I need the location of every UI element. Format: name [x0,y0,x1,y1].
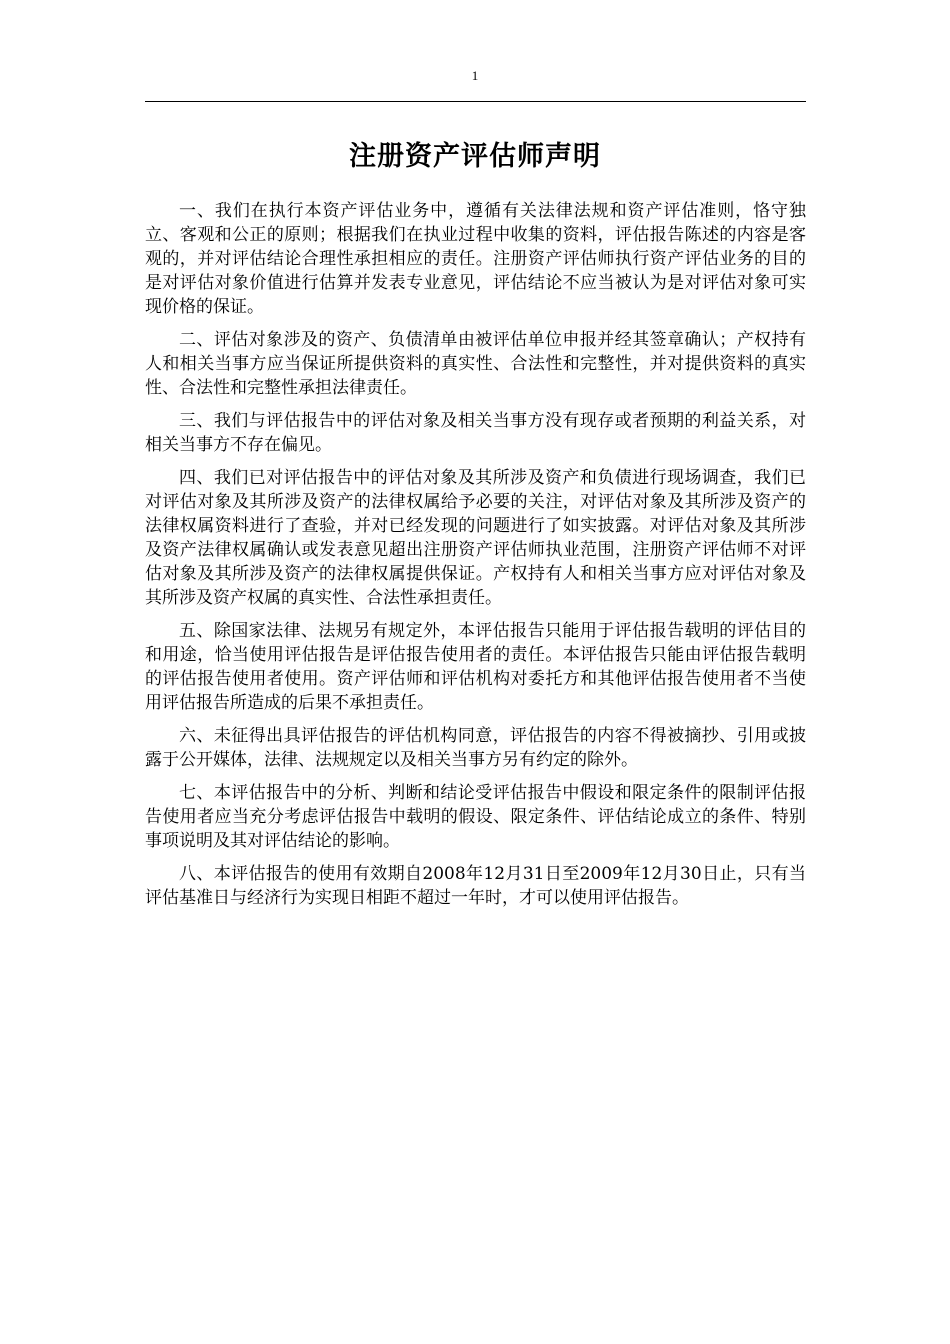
declaration-paragraph-4: 四、我们已对评估报告中的评估对象及其所涉及资产和负债进行现场调查，我们已对评估对象及其所涉及资产的法律权属给予必要的关注，对评估对象及其所涉及资产的法律权属资料进行了查验，并对已经发现的问题进行了如实披露。对评估对象及其所涉及资产法律权属确认或发表意见超出注册资产评估师执业范围，注册资产评估师不对评估对象及其所涉及资产的法律权属提供保证。产权持有人和相关当事方应对评估对象及其所涉及资产权属的真实性、合法性承担责任。 [145,468,806,608]
declaration-paragraph-8: 八、本评估报告的使用有效期自2008年12月31日至2009年12月30日止，只有当评估基准日与经济行为实现日相距不超过一年时，才可以使用评估报告。 [145,864,806,908]
header-divider [145,101,806,102]
declaration-paragraph-3: 三、我们与评估报告中的评估对象及相关当事方没有现存或者预期的利益关系，对相关当事方不存在偏见。 [145,411,806,455]
declaration-paragraph-6: 六、未征得出具评估报告的评估机构同意，评估报告的内容不得被摘抄、引用或披露于公开媒体，法律、法规规定以及相关当事方另有约定的除外。 [145,726,806,770]
declaration-paragraph-5: 五、除国家法律、法规另有规定外，本评估报告只能用于评估报告载明的评估目的和用途，恰当使用评估报告是评估报告使用者的责任。本评估报告只能由评估报告载明的评估报告使用者使用。资产评估师和评估机构对委托方和其他评估报告使用者不当使用评估报告所造成的后果不承担责任。 [145,621,806,713]
declaration-paragraph-1: 一、我们在执行本资产评估业务中，遵循有关法律法规和资产评估准则，恪守独立、客观和公正的原则；根据我们在执业过程中收集的资料，评估报告陈述的内容是客观的，并对评估结论合理性承担相应的责任。注册资产评估师执行资产评估业务的目的是对评估对象价值进行估算并发表专业意见，评估结论不应当被认为是对评估对象可实现价格的保证。 [145,201,806,317]
declaration-paragraph-2: 二、评估对象涉及的资产、负债清单由被评估单位申报并经其签章确认；产权持有人和相关当事方应当保证所提供资料的真实性、合法性和完整性，并对提供资料的真实性、合法性和完整性承担法律责任。 [145,330,806,398]
document-title: 注册资产评估师声明 [349,141,601,172]
declaration-paragraph-7: 七、本评估报告中的分析、判断和结论受评估报告中假设和限定条件的限制评估报告使用者应当充分考虑评估报告中载明的假设、限定条件、评估结论成立的条件、特别事项说明及其对评估结论的影响。 [145,783,806,851]
page-number: 1 [471,68,479,83]
declaration-body [145,199,806,919]
